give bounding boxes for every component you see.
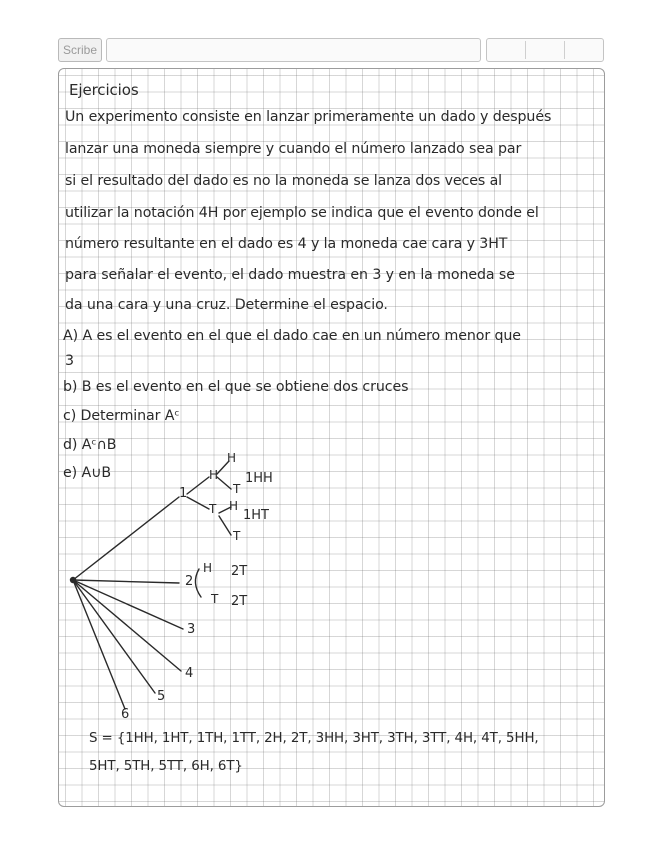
paragraph-line: da una cara y una cruz. Determine el espacio. [65, 297, 388, 313]
item-c: c) Determinar Aᶜ [63, 408, 180, 424]
app-header [58, 38, 604, 62]
branch-line-1 [73, 497, 179, 580]
tree-label-5: 5 [157, 689, 166, 704]
branch-line-1HT [217, 477, 231, 489]
paragraph-line: si el resultado del dado es no la moneda se lanza dos veces al [65, 173, 503, 189]
branch-line-5 [73, 580, 155, 693]
paragraph-line: lanzar una moneda siempre y cuando el número lanzado sea par [65, 141, 522, 157]
toolbar-button-group[interactable] [486, 38, 604, 62]
paragraph-line: número resultante en el dado es 4 y la moneda cae cara y 3HT [65, 236, 508, 252]
tree-root-node [70, 577, 76, 583]
page-title: Ejercicios [69, 81, 139, 99]
tree-label-6: 6 [121, 707, 130, 722]
tree-label-1H-T: T [233, 482, 241, 496]
tree-label-1H-H: H [227, 451, 237, 465]
branch-line-2-brace [195, 569, 201, 597]
item-d: d) Aᶜ∩B [63, 437, 117, 453]
tree-label-1: 1 [179, 486, 188, 501]
tree-outcome-1HH: 1HH [245, 471, 273, 486]
document-title-field[interactable] [106, 38, 481, 62]
tree-label-1T-T: T [233, 529, 241, 543]
tree-label-4: 4 [185, 666, 194, 681]
item-b: b) B es el evento en el que se obtiene dos cruces [63, 379, 409, 395]
scribe-logo[interactable]: Scribe [58, 38, 102, 62]
tree-outcome-2H: 2T [231, 564, 248, 579]
sample-space-line-1: S = {1HH, 1HT, 1TH, 1TT, 2H, 2T, 3HH, 3HT, 3TH, 3TT, 4H, 4T, 5HH, [89, 731, 539, 746]
tree-label-1-T: T [209, 502, 217, 516]
paragraph-line: para señalar el evento, el dado muestra en 3 y en la moneda se [65, 267, 515, 283]
item-e: e) A∪B [63, 465, 111, 481]
tree-label-2-T: T [211, 592, 219, 606]
toolbar-divider [525, 41, 526, 59]
probability-tree-diagram [59, 69, 604, 806]
paragraph-line: Un experimento consiste en lanzar primeramente un dado y después [65, 109, 552, 125]
tree-outcome-2T: 2T [231, 594, 248, 609]
paragraph-line: utilizar la notación 4H por ejemplo se indica que el evento donde el [65, 205, 539, 221]
sample-space-line-2: 5HT, 5TH, 5TT, 6H, 6T} [89, 759, 243, 774]
tree-label-2: 2 [185, 574, 194, 589]
notebook-page [58, 68, 605, 807]
tree-label-3: 3 [187, 622, 196, 637]
toolbar-divider [564, 41, 565, 59]
branch-line-1T [187, 497, 209, 509]
branch-line-1H [187, 477, 209, 494]
tree-label-1T-H: H [229, 499, 239, 513]
item-a-continued: 3 [65, 353, 74, 369]
branch-line-4 [73, 580, 181, 671]
tree-label-2-H: H [203, 561, 213, 575]
branch-line-2 [73, 580, 179, 583]
branch-line-1TT [219, 516, 231, 535]
tree-label-1-H: H [209, 468, 219, 482]
item-a: A) A es el evento en el que el dado cae en un número menor que [63, 328, 521, 344]
tree-outcome-1HT: 1HT [243, 508, 269, 523]
